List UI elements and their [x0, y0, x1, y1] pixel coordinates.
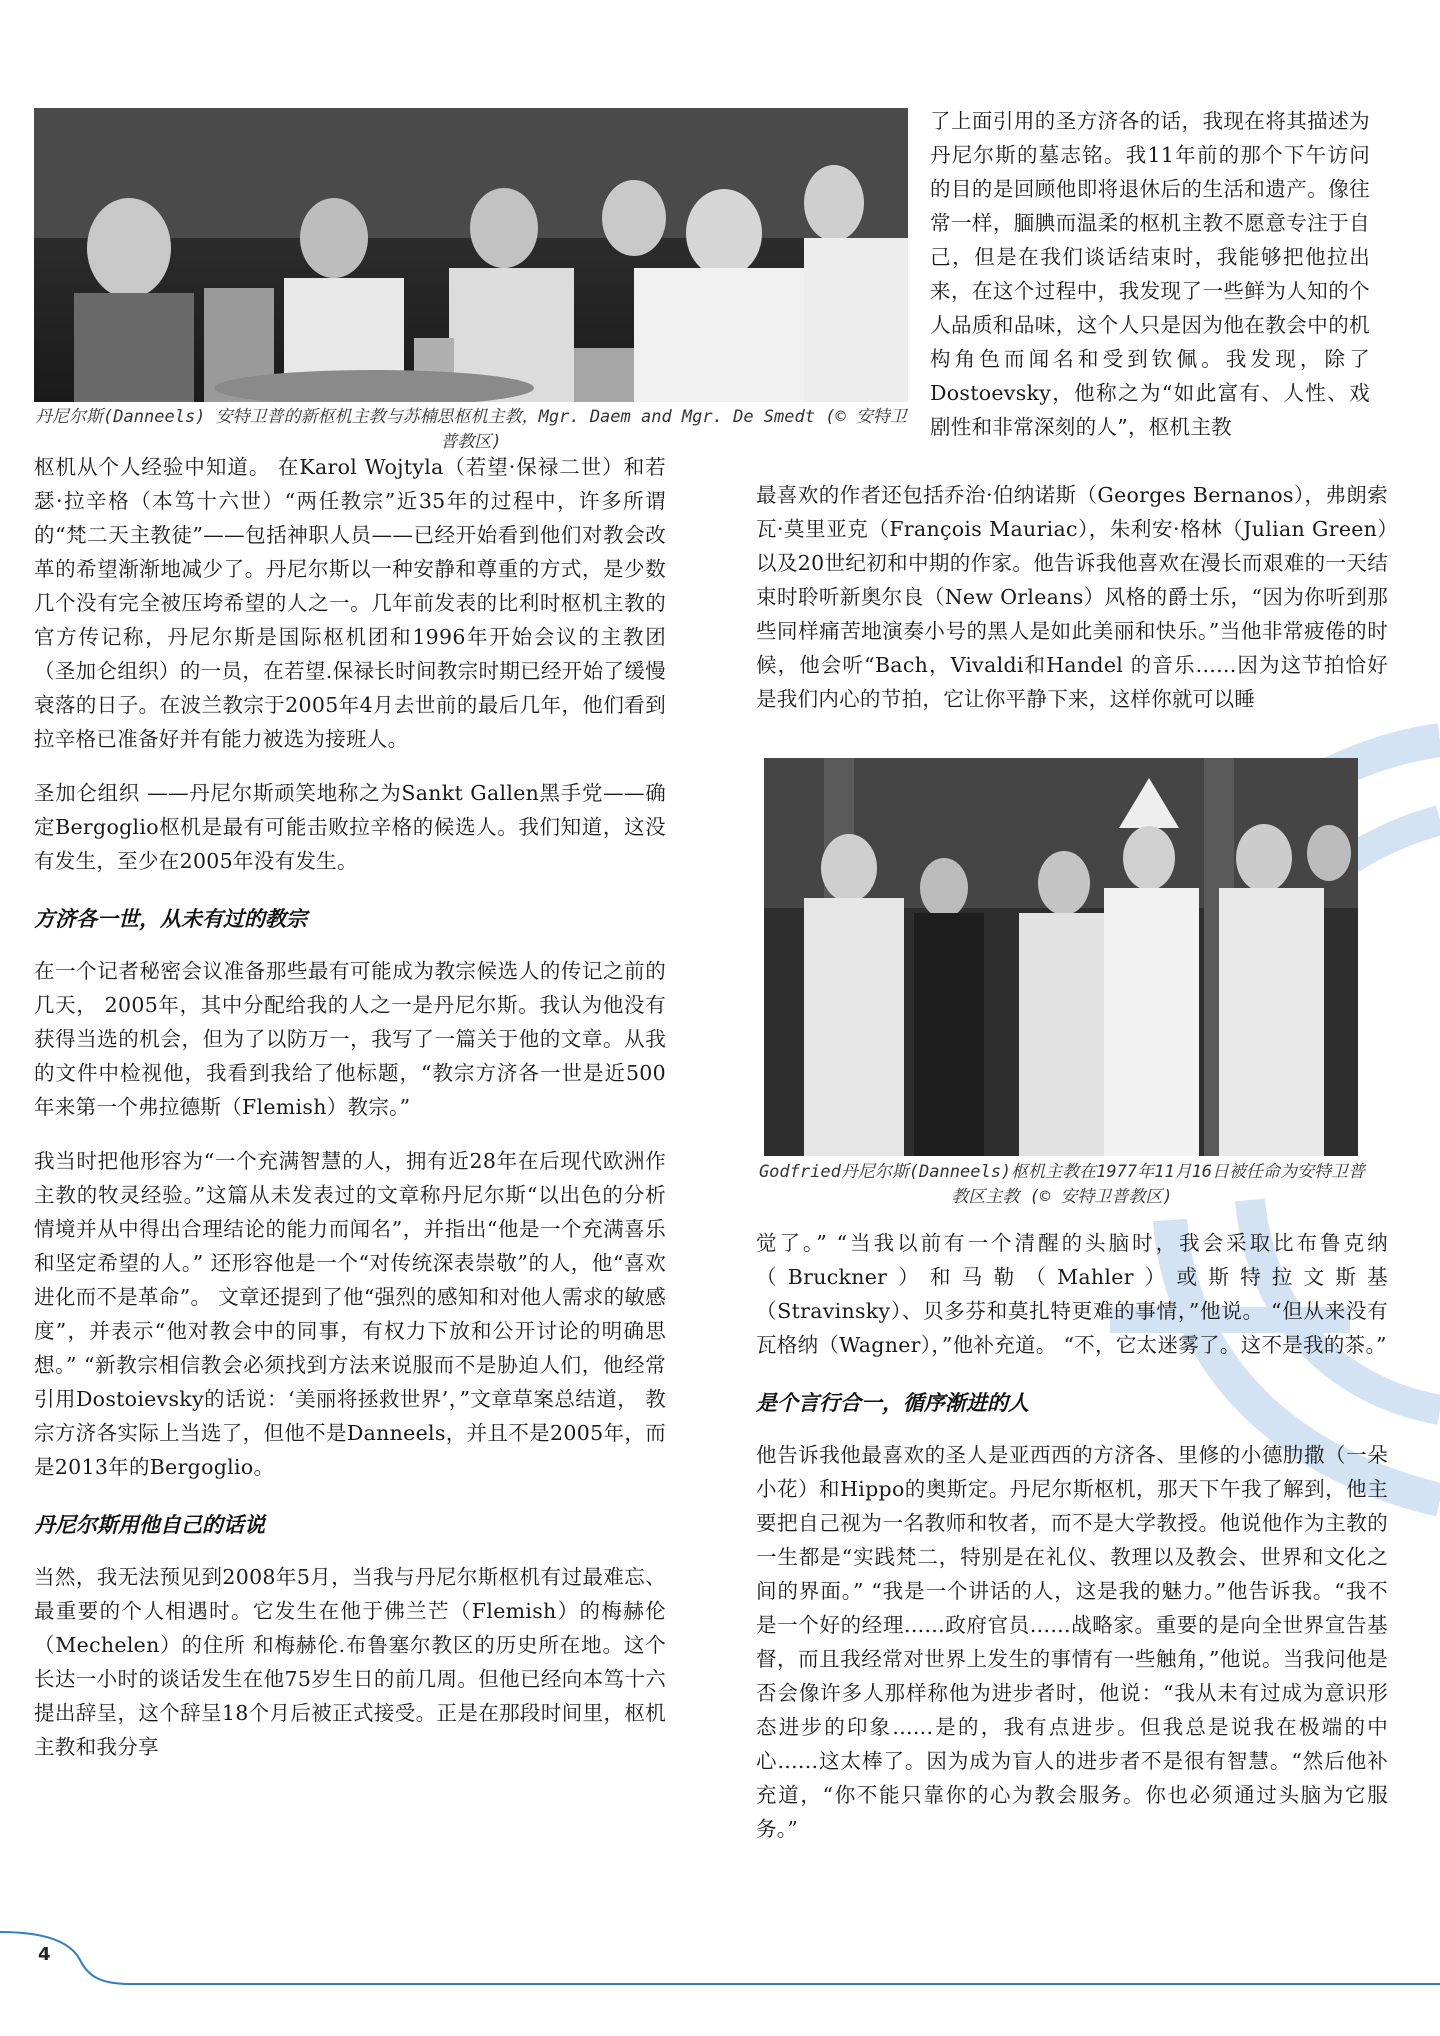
- paragraph: 最喜欢的作者还包括乔治·伯纳诺斯（Georges Bernanos），弗朗索瓦·莫里亚克（François Mauriac），朱利安·格林（Julian Green）以及20世纪初和中期的作家。他告诉我他喜欢在漫长而艰难的一天结束时聆听新奥尔良（New Orleans）风格的爵士乐，“因为你听到那些同样痛苦地演奏小号的黑人是如此美丽和快乐。”当他非常疲倦的时候，他会听“Bach，Vivaldi和Handel 的音乐......因为这节拍恰好是我们内心的节拍，它让你平静下来，这样你就可以睡: [756, 483, 1388, 711]
- right-column-middle: [756, 478, 1388, 716]
- paragraph: 我当时把他形容为“一个充满智慧的人，拥有近28年在后现代欧洲作主教的牧灵经验。”这篇从未发表过的文章称丹尼尔斯“以出色的分析情境并从中得出合理结论的能力而闻名”，并指出“他是一个充满喜乐和坚定希望的人。” 还形容他是一个“对传统深表崇敬”的人，他“喜欢进化而不是革命”。 文章还提到了他“强烈的感知和对他人需求的敏感度”，并表示“他对教会中的同事，有权力下放和公开讨论的明确思想。” “新教宗相信教会必须找到方法来说服而不是胁迫人们，他经常引用Dostoievsky的话说：‘美丽将拯救世界’，”文章草案总结道， 教宗方济各实际上当选了，但他不是Danneels，并且不是2005年，而是2013年的Bergoglio。: [34, 1149, 666, 1479]
- paragraph: 他告诉我他最喜欢的圣人是亚西西的方济各、里修的小德肋撒（一朵小花）和Hippo的奥斯定。丹尼尔斯枢机，那天下午我了解到，他主要把自己视为一名教师和牧者，而不是大学教授。他说他作为主教的一生都是“实践梵二，特别是在礼仪、教理以及教会、世界和文化之间的界面。” “我是一个讲话的人，这是我的魅力。”他告诉我。“我不是一个好的经理......政府官员......战略家。重要的是向全世界宣告基督，而且我经常对世界上发生的事情有一些触角，”他说。当我问他是否会像许多人那样称他为进步者时，他说：“我从未有过成为意识形态进步的印象......是的，我有点进步。但我总是说我在极端的中心......这太棒了。因为成为盲人的进步者不是很有智慧。“然后他补充道，“你不能只靠你的心为教会服务。你也必须通过头脑为它服务。”: [756, 1443, 1388, 1841]
- right-column-top: [930, 104, 1370, 444]
- paragraph: 觉了。” “当我以前有一个清醒的头脑时，我会采取比布鲁克纳（Bruckner）和马勒（Mahler）或斯特拉文斯基（Stravinsky）、贝多芬和莫扎特更难的事情，”他说。 “但从来没有瓦格纳（Wagner），”他补充道。 “不，它太迷雾了。这不是我的茶。”: [756, 1231, 1388, 1357]
- paragraph: 在一个记者秘密会议准备那些最有可能成为教宗候选人的传记之前的几天， 2005年，其中分配给我的人之一是丹尼尔斯。我认为他没有获得当选的机会，但为了以防万一，我写了一篇关于他的文章。从我的文件中检视他，我看到我给了他标题，“教宗方济各一世是近500年来第一个弗拉德斯（Flemish）教宗。”: [34, 959, 666, 1119]
- photo2-caption: Godfried丹尼尔斯(Danneels)枢机主教在1977年11月16日被任命为安特卫普教区主教 (© 安特卫普教区): [758, 1162, 1366, 1207]
- section-heading: 方济各一世，从未有过的教宗: [34, 906, 307, 931]
- paragraph: 枢机从个人经验中知道。 在Karol Wojtyla（若望·保禄二世）和若瑟·拉辛格（本笃十六世）“两任教宗”近35年的过程中，许多所谓的“梵二天主教徒”——包括神职人员——已经开始看到他们对教会改革的希望渐渐地减少了。丹尼尔斯以一种安静和尊重的方式，是少数几个没有完全被压垮希望的人之一。几年前发表的比利时枢机主教的官方传记称，丹尼尔斯是国际枢机团和1996年开始会议的主教团（圣加仑组织）的一员，在若望.保禄长时间教宗时期已经开始了缓慢衰落的日子。在波兰教宗于2005年4月去世前的最后几年，他们看到拉辛格已准备好并有能力被选为接班人。: [34, 455, 666, 751]
- left-column: [34, 450, 666, 1764]
- right-column-bottom: [756, 1226, 1388, 1846]
- photo1-caption: 丹尼尔斯(Danneels) 安特卫普的新枢机主教与苏楠思枢机主教，Mgr. Daem and Mgr. De Smedt (© 安特卫普教区): [35, 407, 907, 452]
- photo-bishop-appointment: [764, 758, 1358, 1156]
- photo-cardinals-at-altar: [34, 108, 908, 402]
- section-heading: 是个言行合一，循序渐进的人: [756, 1390, 1029, 1415]
- page-number: 4: [38, 1944, 51, 1965]
- paragraph: 当然，我无法预见到2008年5月，当我与丹尼尔斯枢机有过最难忘、最重要的个人相遇时。它发生在他于佛兰芒（Flemish）的梅赫伦（Mechelen）的住所 和梅赫伦.布鲁塞尔教区的历史所在地。这个长达一小时的谈话发生在他75岁生日的前几周。但他已经向本笃十六提出辞呈，这个辞呈18个月后被正式接受。正是在那段时间里，枢机主教和我分享: [34, 1565, 666, 1759]
- paragraph: 了上面引用的圣方济各的话，我现在将其描述为丹尼尔斯的墓志铭。我11年前的那个下午访问的目的是回顾他即将退休后的生活和遗产。像往常一样，腼腆而温柔的枢机主教不愿意专注于自己，但是在我们谈话结束时，我能够把他拉出来，在这个过程中，我发现了一些鲜为人知的个人品质和品味，这个人只是因为他在教会中的机构角色而闻名和受到钦佩。我发现，除了Dostoevsky，他称之为“如此富有、人性、戏剧性和非常深刻的人”，枢机主教: [930, 109, 1370, 439]
- section-heading: 丹尼尔斯用他自己的话说: [34, 1512, 265, 1537]
- paragraph: 圣加仑组织 ——丹尼尔斯顽笑地称之为Sankt Gallen黑手党——确定Bergoglio枢机是最有可能击败拉辛格的候选人。我们知道，这没有发生，至少在2005年没有发生。: [34, 781, 666, 873]
- footer-divider: [0, 1930, 1440, 1990]
